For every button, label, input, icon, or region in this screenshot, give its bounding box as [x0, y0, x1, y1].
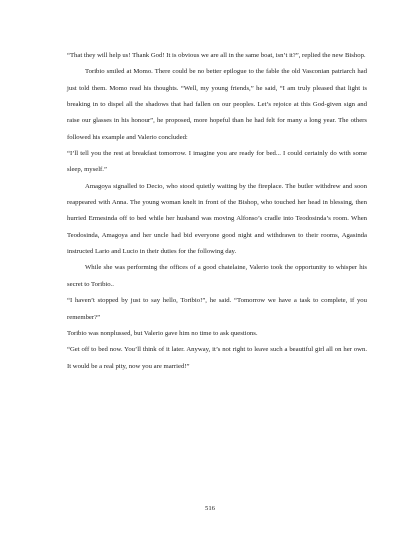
page-number: 516: [204, 505, 216, 512]
paragraph: “I’ll tell you the rest at breakfast tomorrow. I imagine you are ready for bed... I could certainly do with some sleep, myself.”: [67, 150, 367, 174]
paragraph: Amagoya signalled to Decio, who stood quietly waiting by the fireplace. The butler withdrew and soon reappeared with Anna. The young woman knelt in front of the Bishop, who touched her head in blessing, then hurried Ermesinda off to bed while her husband was moving Alfonso’s cradle into Teodosinda’s room. When Teodosinda, Amagoya and her uncle had bid everyone good night and withdrawn to their rooms, Agasinda instructed Lario and Lucio in their duties for the following day.: [67, 182, 367, 256]
paragraph: Toribio smiled at Momo. There could be no better epilogue to the fable the old Vasconian patriarch had just told them. Momo read his thoughts. “Well, my young friends,” he said, “I am truly pleased that light is breaking in to dispel all the shadows that had fallen on our peoples. Let’s rejoice at this God-given sign and raise our glasses in his honour”, he proposed, more hopeful than he had felt for many a long year. The others followed his example and Valerio concluded:: [67, 68, 367, 141]
paragraph: “I haven’t stopped by just to say hello, Toribio!”, he said. “Tomorrow we have a task to complete, if you remember?”: [67, 297, 367, 321]
paragraph: While she was performing the offices of a good chatelaine, Valerio took the opportunity to whisper his secret to Toribio..: [67, 264, 367, 288]
paragraph: Toribio was nonplussed, but Valerio gave him no time to ask questions.: [67, 329, 258, 337]
body-text: [67, 48, 367, 375]
paragraph: “Get off to bed now. You’ll think of it later. Anyway, it’s not right to leave such a beautiful girl all on her own. It would be a real pity, now you are married!”: [67, 346, 367, 370]
paragraph: “That they will help us! Thank God! It is obvious we are all in the same boat, isn’t it?”, replied the new Bishop.: [67, 52, 366, 59]
